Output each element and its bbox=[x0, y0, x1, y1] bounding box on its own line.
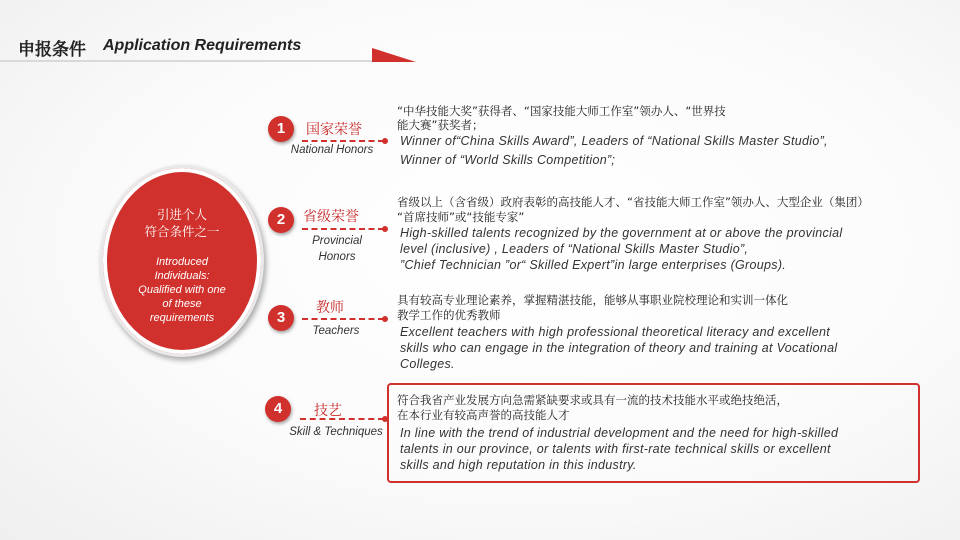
item-desc-en-line2: talents in our province, or talents with first-rate technical skills or excellent bbox=[400, 442, 831, 456]
item-desc-zh-line2: 教学工作的优秀教师 bbox=[397, 308, 501, 322]
item-desc-en-line3: skills and high reputation in this industry. bbox=[400, 458, 637, 472]
item-desc-zh-line2: 在本行业有较高声誉的高技能人才 bbox=[397, 408, 570, 422]
connector-line bbox=[300, 418, 384, 420]
item-label-zh: 技艺 bbox=[314, 403, 342, 419]
item-label-zh: 教师 bbox=[316, 300, 344, 316]
item-desc-zh-line1: “中华技能大奖”获得者、“国家技能大师工作室”领办人、“世界技 bbox=[397, 104, 726, 118]
item-desc-en-line2: Winner of “World Skills Competition”; bbox=[400, 153, 616, 167]
intro-desc-line3: Qualified with one bbox=[138, 284, 226, 296]
connector-dot bbox=[382, 316, 388, 322]
item-label-en: National Honors bbox=[290, 144, 374, 156]
connector-dot bbox=[382, 138, 388, 144]
intro-title-line2: 符合条件之一 bbox=[144, 224, 220, 239]
item-desc-en-line2: level (inclusive) , Leaders of “National Skills Master Studio”, bbox=[400, 242, 749, 256]
item-desc-zh-line2: “首席技师”或“技能专家” bbox=[397, 210, 525, 224]
connector-line bbox=[302, 228, 384, 230]
item-desc-en-line1: Winner of“China Skills Award”, Leaders of “National Skills Master Studio”, bbox=[400, 134, 828, 148]
title-underline bbox=[0, 60, 372, 62]
page-title-zh: 申报条件 bbox=[18, 40, 86, 60]
connector-dot bbox=[382, 226, 388, 232]
item-label-en: Teachers bbox=[312, 325, 360, 337]
item-label-en-line2: Honors bbox=[318, 251, 356, 263]
item-number-badge: 4 bbox=[265, 396, 291, 422]
item-desc-en-line3: Colleges. bbox=[400, 357, 455, 371]
item-number-badge: 3 bbox=[268, 305, 294, 331]
item-desc-en-line1: High-skilled talents recognized by the government at or above the provincial bbox=[400, 226, 843, 240]
title-arrow-icon bbox=[372, 48, 416, 64]
item-desc-en-line1: Excellent teachers with high professional theoretical literacy and excellent bbox=[400, 325, 830, 339]
item-desc-en-line2: skills who can engage in the integration of theory and training at Vocational bbox=[400, 341, 838, 355]
item-label-en: Skill & Techniques bbox=[289, 426, 383, 438]
intro-desc-line4: of these bbox=[162, 298, 202, 310]
intro-title-line1: 引进个人 bbox=[156, 207, 207, 222]
intro-desc-line5: requirements bbox=[149, 312, 215, 324]
item-label-zh: 国家荣誉 bbox=[306, 122, 362, 138]
intro-desc-line2: Individuals: bbox=[154, 270, 210, 282]
item-desc-en-line1: In line with the trend of industrial development and the need for high-skilled bbox=[400, 426, 839, 440]
item-desc-zh-line2: 能大赛”获奖者； bbox=[397, 118, 484, 132]
item-desc-zh-line1: 具有较高专业理论素养，掌握精湛技能，能够从事职业院校理论和实训一体化 bbox=[397, 293, 788, 307]
item-desc-en-line3: ”Chief Technician ”or“ Skilled Expert”in large enterprises (Groups). bbox=[400, 258, 787, 272]
item-desc-zh-line1: 省级以上（含省级）政府表彰的高技能人才、“省技能大师工作室”领办人、大型企业（集团） bbox=[397, 195, 869, 209]
item-label-zh: 省级荣誉 bbox=[303, 209, 359, 225]
intro-circle bbox=[100, 165, 264, 357]
connector-line bbox=[302, 318, 384, 320]
item-label-en-line1: Provincial bbox=[312, 235, 362, 247]
page-title-en: Application Requirements bbox=[103, 37, 302, 54]
item-number-badge: 1 bbox=[268, 116, 294, 142]
item-number-badge: 2 bbox=[268, 207, 294, 233]
intro-desc-line1: Introduced bbox=[156, 256, 208, 268]
item-desc-zh-line1: 符合我省产业发展方向急需紧缺要求或具有一流的技术技能水平或绝技绝活， bbox=[397, 393, 788, 407]
